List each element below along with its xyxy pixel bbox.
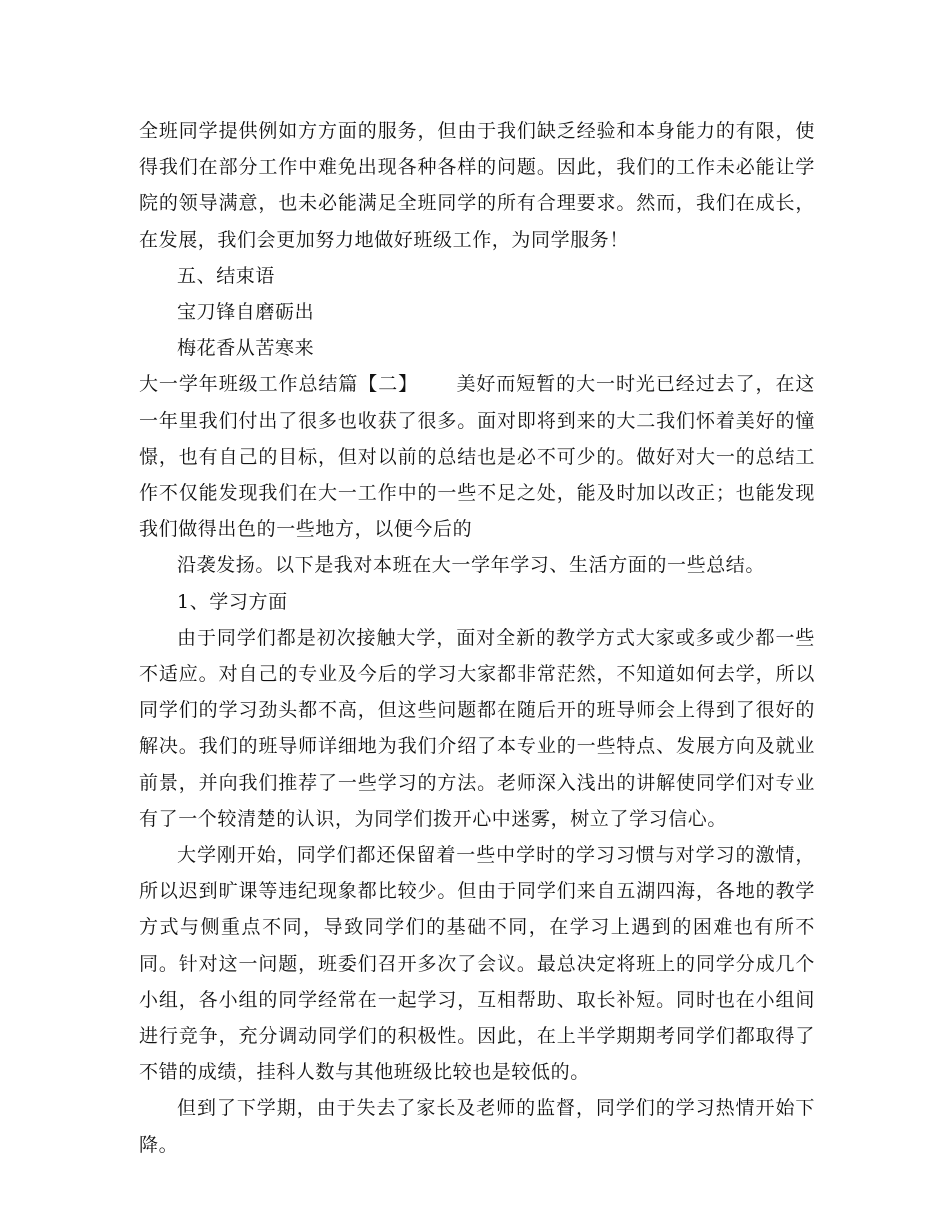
part-two-heading: 大一学年班级工作总结篇【二】: [139, 373, 419, 396]
paragraph-continuation: 沿袭发扬。以下是我对本班在大一学年学习、生活方面的一些总结。: [177, 554, 766, 577]
paragraph-part-two-intro: [139, 366, 815, 547]
part-two-intro-text: 美好而短暂的大一时光已经过去了，在这一年里我们付出了很多也收获了很多。面对即将到来的大二我们怀着美好的憧憬，也有自己的目标，但对以前的总结也是必不可少的。做好对大一的总结工作不仅能发现我们在大一工作中的一些不足之处，能及时加以改正；也能发现我们做得出色的一些地方，以便今后的: [139, 373, 815, 541]
paragraph-study-3: 但到了下学期，由于失去了家长及老师的监督，同学们的学习热情开始下降。: [139, 1097, 815, 1156]
paragraph-study-1: 由于同学们都是初次接触大学，面对全新的教学方式大家或多或少都一些不适应。对自己的专业及今后的学习大家都非常茫然，不知道如何去学，所以同学们的学习劲头都不高，但这些问题都在随后开的班导师会上得到了很好的解决。我们的班导师详细地为我们介绍了本专业的一些特点、发展方向及就业前景，并向我们推荐了一些学习的方法。老师深入浅出的讲解使同学们对专业有了一个较清楚的认识，为同学们拨开心中迷雾，树立了学习信心。: [139, 626, 815, 830]
paragraph-service-summary: 全班同学提供例如方方面的服务，但由于我们缺乏经验和本身能力的有限，使得我们在部分工作中难免出现各种各样的问题。因此，我们的工作未必能让学院的领导满意，也未必能满足全班同学的所有合理要求。然而，我们在成长，在发展，我们会更加努力地做好班级工作，为同学服务！: [139, 120, 815, 251]
section-heading-study: 1、学习方面: [177, 590, 288, 613]
paragraph-study-2: 大学刚开始，同学们都还保留着一些中学时的学习习惯与对学习的激情，所以迟到旷课等违纪现象都比较少。但由于同学们来自五湖四海，各地的教学方式与侧重点不同，导致同学们的基础不同，在学习上遇到的困难也有所不同。针对这一问题，班委们召开多次了会议。最总决定将班上的同学分成几个小组，各小组的同学经常在一起学习，互相帮助、取长补短。同时也在小组间进行竞争，充分调动同学们的积极性。因此，在上半学期期考同学们都取得了不错的成绩，挂科人数与其他班级比较也是较低的。: [139, 844, 815, 1084]
document-body: [139, 113, 815, 1163]
verse-line-2: 梅花香从苦寒来: [177, 337, 315, 360]
verse-line-1: 宝刀锋自磨砺出: [177, 301, 315, 324]
section-heading-conclusion: 五、结束语: [177, 264, 276, 287]
